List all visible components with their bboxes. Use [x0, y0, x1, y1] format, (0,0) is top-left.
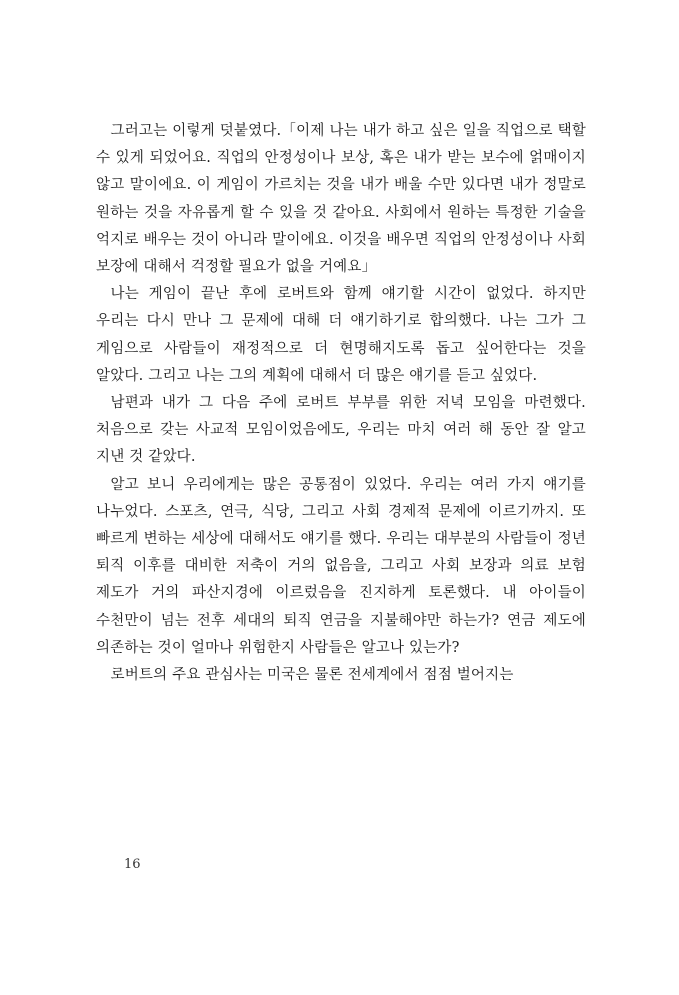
page-number: 16 [124, 857, 141, 872]
paragraph-1: 그러고는 이렇게 덧붙였다.「이제 나는 내가 하고 싶은 일을 직업으로 택할 수 있게 되었어요. 직업의 안정성이나 보상, 혹은 내가 받는 보수에 얽매이지 않고 말이에요. 이 게임이 가르치는 것을 내가 배울 수만 있다면 내가 정말로 원하는 것을 자유롭게 할 수 있을 것 같아요. 사회에서 원하는 특정한 기술을 억지로 배우는 것이 아니라 말이에요. 이것을 배우면 직업의 안정성이나 사회 보장에 대해서 걱정할 필요가 없을 거예요」 [96, 123, 586, 276]
paragraph-4: 알고 보니 우리에게는 많은 공통점이 있었다. 우리는 여러 가지 얘기를 나누었다. 스포츠, 연극, 식당, 그리고 사회 경제적 문제에 이르기까지. 또 빠르게 변하는 세상에 대해서도 얘기를 했다. 우리는 대부분의 사람들이 정년 퇴직 이후를 대비한 저축이 거의 없음을, 그리고 사회 보장과 의료 보험 제도가 거의 파산지경에 이르렀음을 진지하게 토론했다. 내 아이들이 수천만이 넘는 전후 세대의 퇴직 연금을 지불해야만 하는가? 연금 제도에 의존하는 것이 얼마나 위험한지 사람들은 알고나 있는가? [96, 476, 586, 656]
paragraph-2: 나는 게임이 끝난 후에 로버트와 함께 얘기할 시간이 없었다. 하지만 우리는 다시 만나 그 문제에 대해 더 얘기하기로 합의했다. 나는 그가 그 게임으로 사람들이 재정적으로 더 현명해지도록 돕고 싶어한다는 것을 알았다. 그리고 나는 그의 계획에 대해서 더 많은 얘기를 듣고 싶었다. [96, 286, 586, 384]
paragraph-3: 남편과 내가 그 다음 주에 로버트 부부를 위한 저녁 모임을 마련했다. 처음으로 갖는 사교적 모임이었음에도, 우리는 마치 여러 해 동안 잘 알고 지낸 것 같았다. [96, 395, 586, 466]
page-body [96, 118, 586, 689]
paragraph-5: 로버트의 주요 관심사는 미국은 물론 전세계에서 점점 벌어지는 [110, 667, 514, 684]
